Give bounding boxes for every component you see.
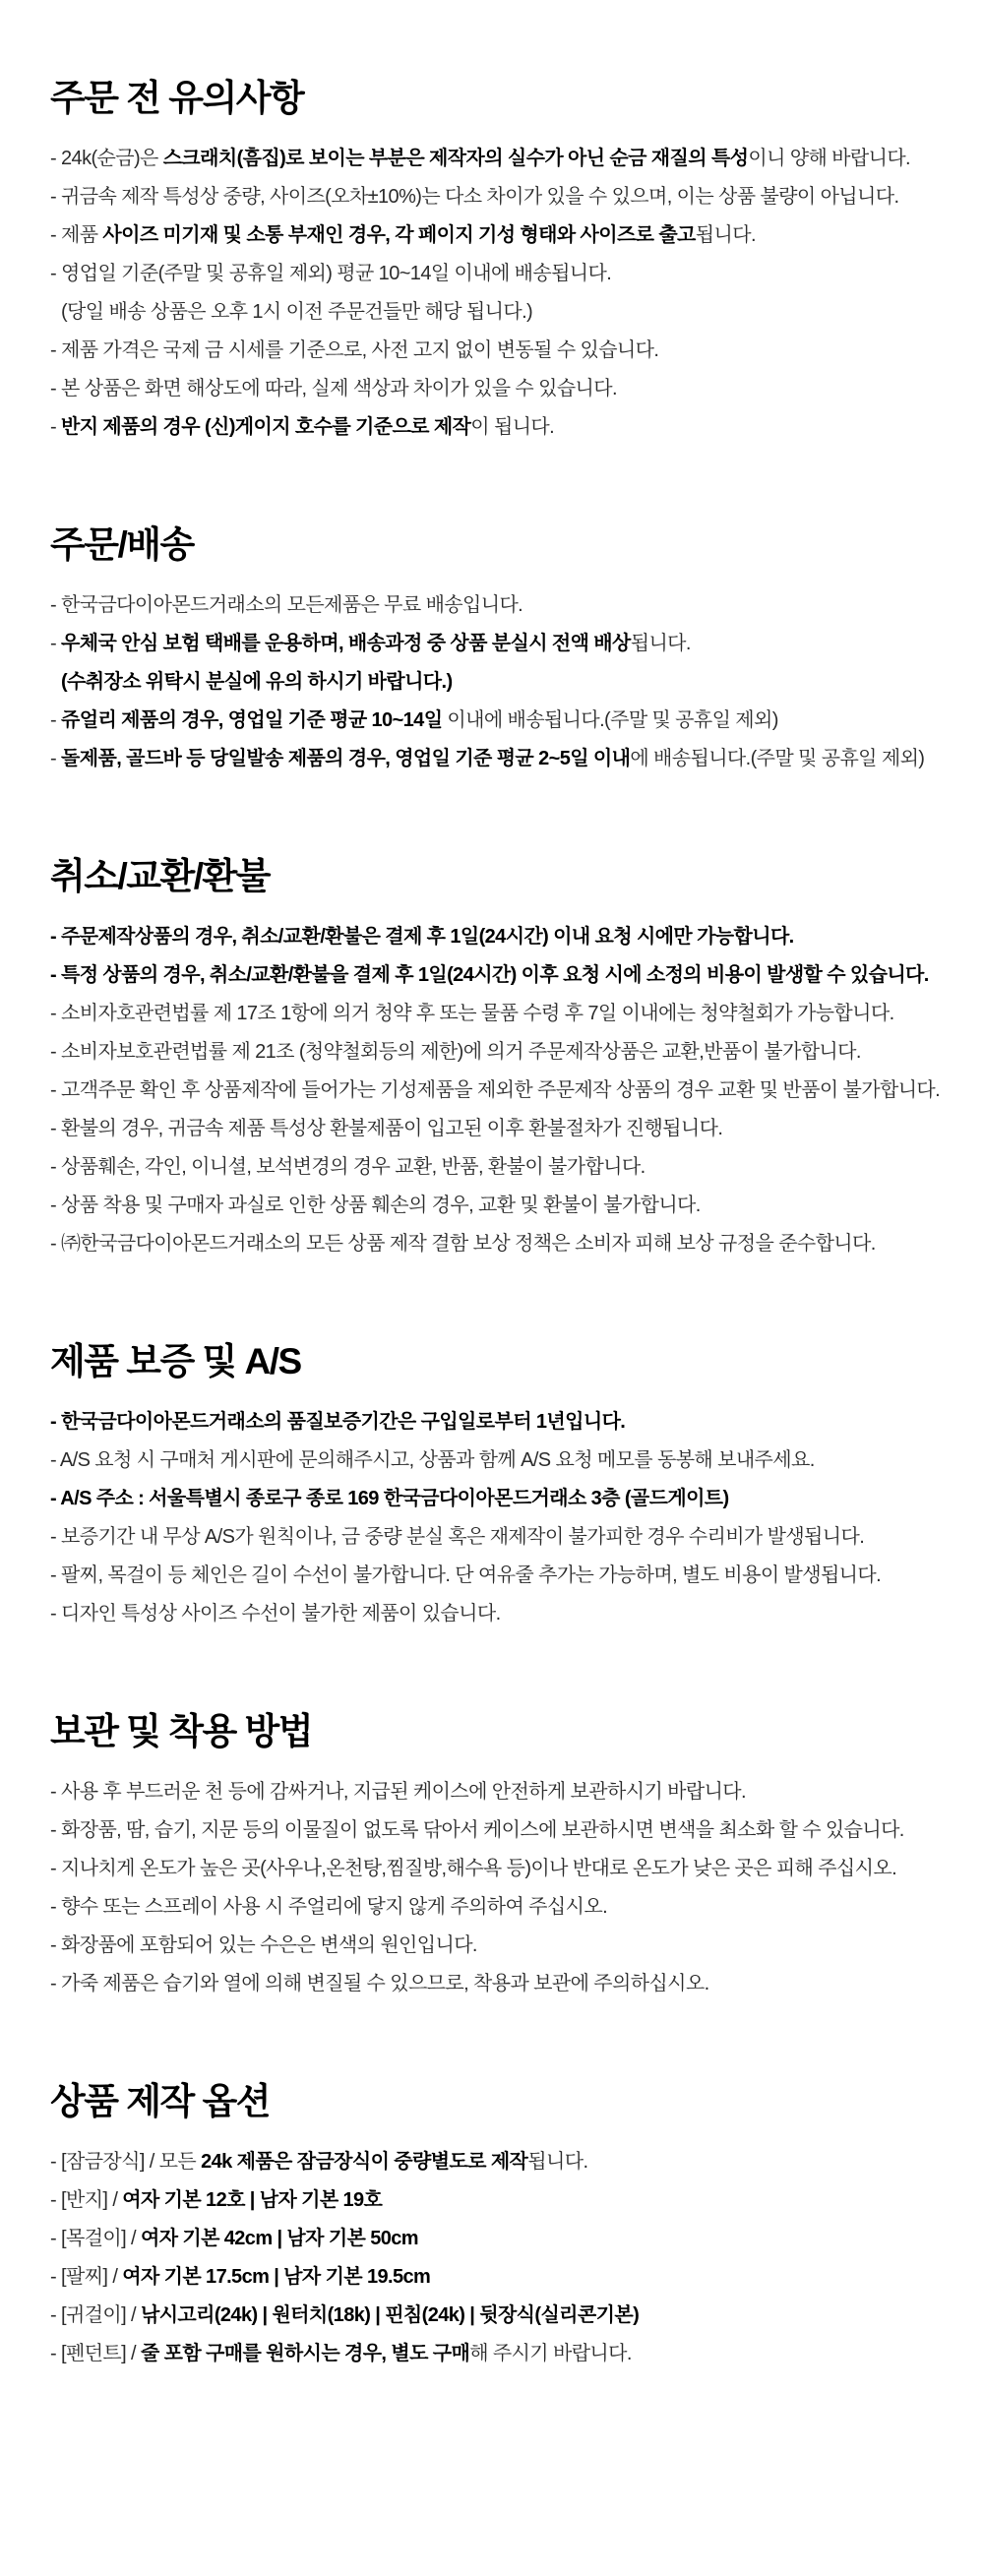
section-order-shipping [50,523,945,778]
notice-text-bold: 낚시고리(24k) | 원터치(18k) | 핀침(24k) | 뒷장식(실리콘기본) [140,2304,640,2326]
notice-text-bold: 쥬얼리 제품의 경우, 영업일 기준 평균 10~14일 [61,709,443,731]
notice-line [50,2335,945,2373]
notice-text: - [50,748,62,769]
notice-text-bold: 사이즈 미기재 및 소통 부재인 경우, 각 페이지 기성 형태와 사이즈로 출고 [102,224,696,246]
notice-text-bold: (수취장소 위탁시 분실에 유의 하시기 바랍니다.) [61,671,453,693]
section-title-storage-wearing: 보관 및 착용 방법 [50,1711,313,1751]
product-notice-page [0,77,984,2373]
notice-line [50,2181,945,2220]
notice-text: - 본 상품은 화면 해상도에 따라, 실제 색상과 차이가 있을 수 있습니다. [50,378,617,399]
notice-text: - A/S 요청 시 구매처 게시판에 문의해주시고, 상품과 함께 A/S 요청 메모를 동봉해 보내주세요. [50,1449,815,1471]
notice-line [50,740,945,778]
notice-line [50,1965,945,2003]
notice-text: - [팔찌] / [50,2266,123,2288]
notice-text-bold: 반지 제품의 경우 (신)게이지 호수를 기준으로 제작 [61,416,471,438]
notice-text: - [잠금장식] / 모든 [50,2151,202,2173]
notice-text-bold: - 특정 상품의 경우, 취소/교환/환불을 결제 후 1일(24시간) 이후 요청 시에 소정의 비용이 발생할 수 있습니다. [50,964,929,986]
notice-line [50,1518,945,1557]
notice-text: - 영업일 기준(주말 및 공휴일 제외) 평균 10~14일 이내에 배송됩니다. [50,263,612,284]
notice-line [50,1225,945,1263]
notice-text: - [목걸이] / [50,2228,141,2249]
notice-text-bold: 줄 포함 구매를 원하시는 경우, 별도 구매 [140,2343,470,2364]
notice-text: 됩니다. [630,633,691,654]
section-title-pre-order-notice: 주문 전 유의사항 [50,78,304,118]
section-title-warranty-as: 제품 보증 및 A/S [50,1341,301,1381]
notice-text-bold: 24k 제품은 잠금장식이 중량별도로 제작 [201,2151,528,2173]
notice-line [50,1773,945,1811]
notice-text: - 제품 [50,224,103,246]
notice-text-bold: 스크래치(흠집)로 보이는 부분은 제작자의 실수가 아닌 순금 재질의 특성 [162,148,749,169]
notice-line [50,1441,945,1480]
notice-text: - [50,416,62,438]
section-title-order-shipping: 주문/배송 [50,524,194,565]
notice-text: - 상품훼손, 각인, 이니셜, 보석변경의 경우 교환, 반품, 환불이 불가합니다. [50,1156,646,1178]
notice-text: - 한국금다이아몬드거래소의 모든제품은 무료 배송입니다. [50,594,523,616]
section-cancel-exchange-refund [50,855,945,1263]
notice-text-bold: 여자 기본 17.5cm | 남자 기본 19.5cm [122,2266,431,2288]
notice-text: (당일 배송 상품은 오후 1시 이전 주문건들만 해당 됩니다.) [61,301,533,323]
notice-text: - ㈜한국금다이아몬드거래소의 모든 상품 제작 결함 보상 정책은 소비자 피해 보상 규정을 준수합니다. [50,1233,876,1255]
notice-text: - 귀금속 제작 특성상 중량, 사이즈(오차±10%)는 다소 차이가 있을 수 있으며, 이는 상품 불량이 아닙니다. [50,186,899,208]
notice-line [50,2258,945,2297]
notice-line [50,1480,945,1518]
notice-text: - 향수 또는 스프레이 사용 시 주얼리에 닿지 않게 주의하여 주십시오. [50,1896,608,1918]
notice-line [50,1033,945,1072]
notice-text: 됩니다. [527,2151,588,2173]
notice-line [50,1811,945,1850]
notice-text: - 사용 후 부드러운 천 등에 감싸거나, 지급된 케이스에 안전하게 보관하시기 바랍니다. [50,1781,746,1803]
notice-line [50,702,945,740]
section-title-cancel-exchange-refund: 취소/교환/환불 [50,856,271,896]
notice-line [50,586,945,625]
notice-text-bold: - 주문제작상품의 경우, 취소/교환/환불은 결제 후 1일(24시간) 이내 요청 시에만 가능합니다. [50,926,794,948]
notice-text: - [반지] / [50,2189,123,2211]
notice-text-bold: 우체국 안심 보험 택배를 운용하며, 배송과정 중 상품 분실시 전액 배상 [61,633,631,654]
notice-line [50,370,945,408]
notice-line [50,408,945,447]
notice-text: - 소비자호관련법률 제 17조 1항에 의거 청약 후 또는 물품 수령 후 7일 이내에는 청약철회가 가능합니다. [50,1003,894,1024]
notice-text: 이내에 배송됩니다.(주말 및 공휴일 제외) [442,709,778,731]
notice-line [50,1557,945,1595]
notice-line [50,2297,945,2335]
notice-line [50,918,945,956]
notice-line [50,625,945,663]
notice-text: - 환불의 경우, 귀금속 제품 특성상 환불제품이 입고된 이후 환불절차가 진행됩니다. [50,1118,723,1139]
notice-line [50,1927,945,1965]
notice-text: - 제품 가격은 국제 금 시세를 기준으로, 사전 고지 없이 변동될 수 있습니다. [50,339,659,361]
notice-line [50,1850,945,1888]
notice-line [50,1187,945,1225]
notice-text: - [50,709,62,731]
notice-text: - 고객주문 확인 후 상품제작에 들어가는 기성제품을 제외한 주문제작 상품의 경우 교환 및 반품이 불가합니다. [50,1079,941,1101]
section-warranty-as [50,1340,945,1633]
notice-line [50,140,945,178]
notice-text-bold: - A/S 주소 : 서울특별시 종로구 종로 169 한국금다이아몬드거래소 3층 (골드게이트) [50,1488,729,1509]
notice-text: - 팔찌, 목걸이 등 체인은 길이 수선이 불가합니다. 단 여유줄 추가는 가능하며, 별도 비용이 발생됩니다. [50,1564,882,1586]
notice-text: 됩니다. [695,224,756,246]
notice-line [50,2220,945,2258]
notice-text-bold: 여자 기본 42cm | 남자 기본 50cm [140,2228,418,2249]
notice-line [50,956,945,995]
notice-text: 이 됩니다. [470,416,555,438]
notice-text: - 상품 착용 및 구매자 과실로 인한 상품 훼손의 경우, 교환 및 환불이 불가합니다. [50,1195,701,1216]
notice-line [50,1595,945,1633]
notice-text: - 디자인 특성상 사이즈 수선이 불가한 제품이 있습니다. [50,1603,501,1625]
section-storage-wearing [50,1710,945,2003]
notice-line [50,178,945,216]
notice-line [50,1072,945,1110]
notice-line [50,332,945,370]
notice-text: - 소비자보호관련법률 제 21조 (청약철회등의 제한)에 의거 주문제작상품은 교환,반품이 불가합니다. [50,1041,861,1063]
notice-text: 이니 양해 바랍니다. [748,148,910,169]
notice-text: 해 주시기 바랍니다. [469,2343,632,2364]
section-product-options [50,2080,945,2373]
notice-line [50,216,945,255]
notice-line [50,255,945,293]
notice-text: - [50,633,62,654]
section-title-product-options: 상품 제작 옵션 [50,2081,271,2121]
notice-text: - 지나치게 온도가 높은 곳(사우나,온천탕,찜질방,해수욕 등)이나 반대로 온도가 낮은 곳은 피해 주십시오. [50,1858,897,1879]
notice-text: - 24k(순금)은 [50,148,163,169]
notice-line [50,1888,945,1927]
notice-line [50,1110,945,1148]
notice-text: 에 배송됩니다.(주말 및 공휴일 제외) [630,748,925,769]
notice-text: - 화장품, 땀, 습기, 지문 등의 이물질이 없도록 닦아서 케이스에 보관하시면 변색을 최소화 할 수 있습니다. [50,1819,904,1841]
notice-line [50,2143,945,2181]
notice-text-bold: 여자 기본 12호 | 남자 기본 19호 [122,2189,383,2211]
notice-text: - [귀걸이] / [50,2304,141,2326]
section-pre-order-notice [50,77,945,447]
notice-line [50,1403,945,1441]
notice-line [50,663,945,702]
notice-line [50,995,945,1033]
notice-text: - 화장품에 포함되어 있는 수은은 변색의 원인입니다. [50,1934,477,1956]
notice-text-bold: - 한국금다이아몬드거래소의 품질보증기간은 구입일로부터 1년입니다. [50,1411,626,1433]
notice-text: - [펜던트] / [50,2343,141,2364]
notice-line [50,1148,945,1187]
notice-text-bold: 돌제품, 골드바 등 당일발송 제품의 경우, 영업일 기준 평균 2~5일 이내 [61,748,631,769]
notice-line [50,293,945,332]
notice-text: - 가죽 제품은 습기와 열에 의해 변질될 수 있으므로, 착용과 보관에 주의하십시오. [50,1973,709,1994]
notice-text: - 보증기간 내 무상 A/S가 원칙이나, 금 중량 분실 혹은 재제작이 불가피한 경우 수리비가 발생됩니다. [50,1526,865,1548]
